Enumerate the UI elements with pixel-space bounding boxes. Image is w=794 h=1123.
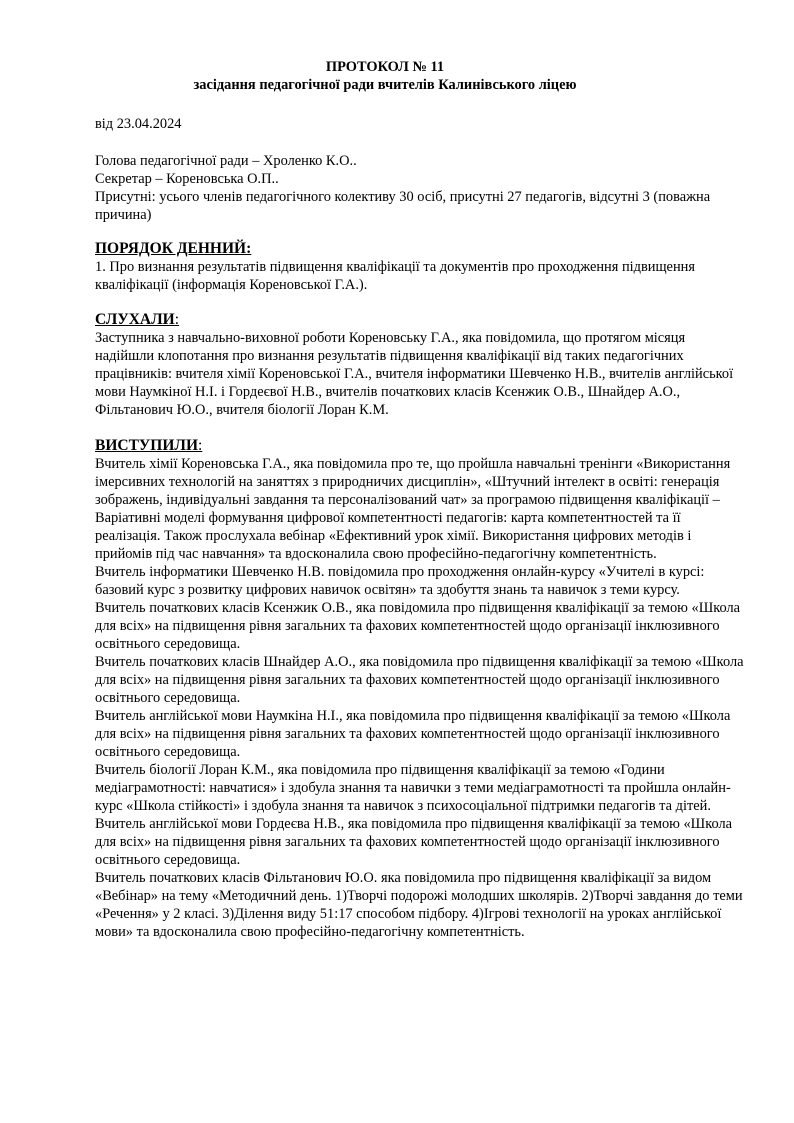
protocol-number: ПРОТОКОЛ № 11 xyxy=(325,59,445,75)
speech-paragraph: Вчитель початкових класів Ксенжик О.В., яка повідомила про підвищення кваліфікації за темою «Школа для всіх» на підвищення рівня загальних та фахових компетентностей щодо організації інклюзивного освітнього середовища. xyxy=(95,600,741,652)
spoke-heading xyxy=(95,437,745,455)
speech-paragraph: Вчитель англійської мови Гордеєва Н.В., яка повідомила про підвищення кваліфікації за темою «Школа для всіх» на підвищення рівня загальних та фахових компетентностей щодо організації інклюзивного освітнього середовища. xyxy=(95,816,733,868)
attendance-line: Присутні: усього членів педагогічного колективу 30 осіб, присутні 27 педагогів, відсутні 3 (поважна причина) xyxy=(95,189,711,223)
speech-paragraph: Вчитель інформатики Шевченко Н.В. повідомила про проходження онлайн-курсу «Учителі в курсі: базовий курс з розвитку цифрових навичок освітян» та здобуття знань та навичок з теми курсу. xyxy=(95,564,705,598)
agenda-item-1: 1. Про визнання результатів підвищення кваліфікації та документів про проходження підвищення кваліфікації (інформація Кореновської Г.А.). xyxy=(95,259,695,293)
secretary-line: Секретар – Кореновська О.П.. xyxy=(95,171,279,187)
protocol-date: від 23.04.2024 xyxy=(95,116,182,132)
speech-paragraph: Вчитель початкових класів Шнайдер А.О., яка повідомила про підвищення кваліфікації за темою «Школа для всіх» на підвищення рівня загальних та фахових компетентностей щодо організації інклюзивного освітнього середовища. xyxy=(95,654,744,706)
speech-paragraph: Вчитель англійської мови Наумкіна Н.І., яка повідомила про підвищення кваліфікації за темою «Школа для всіх» на підвищення рівня загальних та фахових компетентностей щодо організації інклюзивного освітнього середовища. xyxy=(95,708,731,760)
meta-block xyxy=(95,152,745,224)
spoke-heading-label: ВИСТУПИЛИ xyxy=(95,437,199,454)
spoke-heading-colon: : xyxy=(198,437,203,454)
agenda-heading: ПОРЯДОК ДЕННИЙ: xyxy=(95,240,252,257)
protocol-subtitle: засідання педагогічної ради вчителів Калинівського ліцею xyxy=(193,77,577,93)
speech-paragraph: Вчитель біології Лоран К.М., яка повідомила про підвищення кваліфікації за темою «Години медіаграмотності: навчатися» і здобула знання та навички з теми медіаграмотності та пройшла онлайн-курс «Школа стійкості» і здобула знання та навичок з психосоціальної підтримки педагогів та дітей. xyxy=(95,762,731,814)
heard-text: Заступника з навчально-виховної роботи Кореновську Г.А., яка повідомила, що протягом місяця надійшли клопотання про визнання результатів підвищення кваліфікації від таких педагогічних працівників: вчителя хімії Кореновської Г.А., вчителя інформатики Шевченко Н.В., вчителів англійської мови Наумкіної Н.І. і Гордеєвої Н.В., вчителів початкових класів Ксенжик О.В., Шнайдер А.О., Фільтанович Ю.О., вчителя біології Лоран К.М. xyxy=(95,330,734,418)
document-page xyxy=(95,58,745,941)
speech-paragraph: Вчитель хімії Кореновська Г.А., яка повідомила про те, що пройшла навчальні тренінги «Використання імерсивних технологій на заняттях з природничих дисциплін», «Штучний інтелект в освіті: генерація зображень, індивідуальні завдання та персоналізований чат» за програмою підвищення кваліфікації – Варіативні моделі формування цифрової компетентності педагогів: карта компетентностей та її реалізація. Також прослухала вебінар «Ефективний урок хімії. Використання цифрових методів і прийомів під час навчання» та вдосконалила свою професійно-педагогічну компетентність. xyxy=(95,456,731,562)
heard-heading-label: СЛУХАЛИ xyxy=(95,311,175,328)
speech-paragraph: Вчитель початкових класів Фільтанович Ю.О. яка повідомила про підвищення кваліфікації за видом «Вебінар» на тему «Методичний день. 1)Творчі подорожі молодших школярів. 2)Творчі завдання до теми «Речення» у 2 класі. 3)Ділення виду 51:17 способом підбору. 4)Ігрові технології на уроках англійської мови» та вдосконалила свою професійно-педагогічну компетентність. xyxy=(95,870,743,940)
chair-line: Голова педагогічної ради – Хроленко К.О.. xyxy=(95,153,357,169)
heard-heading-colon: : xyxy=(174,311,180,328)
document-title xyxy=(95,58,675,94)
heard-heading xyxy=(95,311,745,329)
